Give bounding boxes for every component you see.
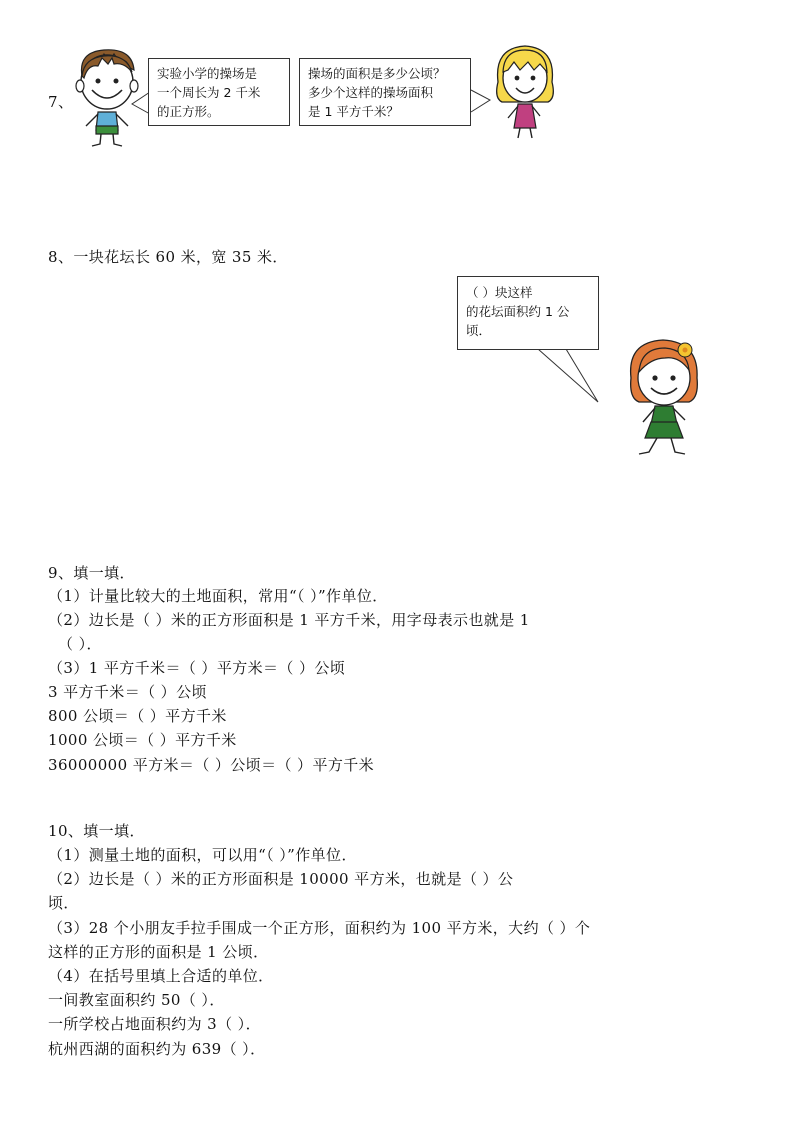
q8-bubble-line: （ ）块这样	[466, 285, 533, 300]
q8-bubble-tail	[530, 348, 602, 404]
q7-number: 7、	[48, 93, 74, 111]
q10-line: （2）边长是（ ）米的正方形面积是 10000 平方米，也就是（ ）公	[48, 870, 514, 888]
q10-line: 顷．	[48, 894, 79, 912]
q10-title: 10、填一填．	[48, 822, 145, 840]
q10-line: （3）28 个小朋友手拉手围成一个正方形，面积约为 100 平方米，大约（ ）个	[48, 919, 591, 937]
boy-bubble-line: 一个周长为 2 千米	[157, 85, 261, 100]
q10-line: 一所学校占地面积约为 3（ ）．	[48, 1015, 261, 1033]
q9-line: （3）1 平方千米＝（ ）平方米＝（ ）公顷	[48, 659, 346, 677]
girl-bubble-line: 操场的面积是多少公顷？	[308, 66, 446, 81]
q9-title: 9、填一填．	[48, 564, 135, 582]
boy-speech-bubble	[148, 58, 290, 126]
q8-bubble-line: 的花坛面积约 1 公	[466, 304, 570, 319]
boy-bubble-line: 实验小学的操场是	[157, 66, 258, 81]
q9-line: （2）边长是（ ）米的正方形面积是 1 平方千米，用字母表示也就是 1	[48, 611, 530, 629]
q10-line: 杭州西湖的面积约为 639（ ）．	[48, 1040, 266, 1058]
girl-bubble-line: 是 1 平方千米？	[308, 104, 399, 119]
q9-line: 800 公顷＝（ ）平方千米	[48, 707, 227, 725]
q9-line: （1）计量比较大的土地面积，常用“（ ）”作单位．	[48, 587, 388, 605]
q10-line: 一间教室面积约 50（ ）．	[48, 991, 225, 1009]
boy-bubble-line: 的正方形。	[157, 104, 220, 119]
girl-speech-bubble	[299, 58, 471, 126]
q10-line: （4）在括号里填上合适的单位．	[48, 967, 274, 985]
q9-line: （ ）．	[58, 635, 102, 653]
red-haired-girl-cartoon-icon	[625, 336, 703, 460]
q9-line: 3 平方千米＝（ ）公顷	[48, 683, 207, 701]
girl-bubble-tail	[470, 88, 492, 118]
q9-line: 36000000 平方米＝（ ）公顷＝（ ）平方千米	[48, 756, 375, 774]
q10-line: （1）测量土地的面积，可以用“（ ）”作单位．	[48, 846, 357, 864]
girl-bubble-line: 多少个这样的操场面积	[308, 85, 434, 100]
q8-text: 8、一块花坛长 60 米，宽 35 米．	[48, 248, 288, 266]
q8-speech-bubble	[457, 276, 599, 350]
q9-line: 1000 公顷＝（ ）平方千米	[48, 731, 237, 749]
q10-line: 这样的正方形的面积是 1 公顷．	[48, 943, 269, 961]
q8-bubble-line: 顷．	[466, 323, 492, 338]
blonde-girl-cartoon-icon	[490, 42, 560, 142]
